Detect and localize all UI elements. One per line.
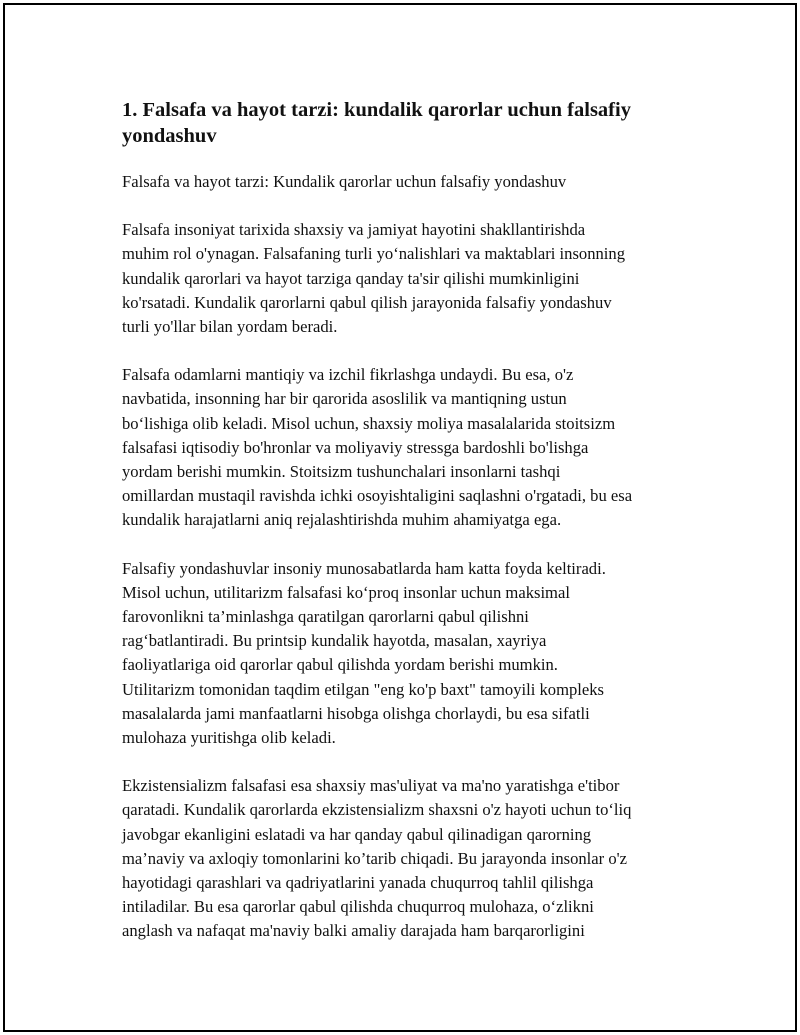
text-line: intiladilar. Bu esa qarorlar qabul qilishda chuqurroq mulohaza, o‘zlikni — [122, 897, 594, 917]
text-line: Falsafiy yondashuvlar insoniy munosabatlarda ham katta foyda keltiradi. — [122, 558, 606, 578]
text-line: yordam berishi mumkin. Stoitsizm tushunchalari insonlarni tashqi — [122, 462, 561, 482]
text-line: Ekzistensializm falsafasi esa shaxsiy mas'uliyat va ma'no yaratishga e'tibor — [122, 776, 620, 796]
paragraph-2 — [122, 363, 692, 532]
text-line: kundalik harajatlarni aniq rejalashtirishda muhim ahamiyatga ega. — [122, 510, 562, 530]
text-line: anglash va nafaqat ma'naviy balki amaliy darajada ham barqarorligini — [122, 921, 585, 941]
document-body — [122, 97, 692, 968]
paragraph-1 — [122, 218, 692, 339]
text-line: Falsafa odamlarni mantiqiy va izchil fikrlashga undaydi. Bu esa, o'z — [122, 365, 574, 385]
text-line: rag‘batlantiradi. Bu printsip kundalik hayotda, masalan, xayriya — [122, 631, 547, 651]
text-line: javobgar ekanligini eslatadi va har qanday qabul qilinadigan qarorning — [122, 824, 592, 844]
text-line: hayotidagi qarashlari va qadriyatlarini yanada chuqurroq tahlil qilishga — [122, 873, 594, 893]
text-line: Misol uchun, utilitarizm falsafasi ko‘proq insonlar uchun maksimal — [122, 582, 570, 602]
text-line: ko'rsatadi. Kundalik qarorlarni qabul qilish jarayonida falsafiy yondashuv — [122, 292, 612, 312]
title-line: 1. Falsafa va hayot tarzi: kundalik qarorlar uchun falsafiy — [122, 99, 631, 121]
text-line: muhim rol o'ynagan. Falsafaning turli yo‘nalishlari va maktablari insonning — [122, 244, 626, 264]
text-line: kundalik qarorlari va hayot tarziga qanday ta'sir qilishi mumkinligini — [122, 268, 580, 288]
title-line: yondashuv — [122, 125, 217, 147]
paragraph-3 — [122, 557, 692, 751]
text-line: Utilitarizm tomonidan taqdim etilgan "eng ko'p baxt" tamoyili kompleks — [122, 679, 605, 699]
text-line: falsafasi iqtisodiy bo'hronlar va moliyaviy stressga bardoshli bo'lishga — [122, 437, 589, 457]
text-line: masalalarda jami manfaatlarni hisobga olishga chorlaydi, bu esa sifatli — [122, 703, 590, 723]
paragraph-4 — [122, 774, 692, 943]
subtitle — [122, 170, 692, 194]
text-line: qaratadi. Kundalik qarorlarda ekzistensializm shaxsni o'z hayoti uchun to‘liq — [122, 800, 632, 820]
text-line: omillardan mustaqil ravishda ichki osoyishtaligini saqlashni o'rgatadi, bu esa — [122, 486, 633, 506]
page-title — [122, 97, 692, 149]
text-line: navbatida, insonning har bir qarorida asoslilik va mantiqning ustun — [122, 389, 567, 409]
text-line: turli yo'llar bilan yordam beradi. — [122, 317, 338, 337]
subtitle-text: Falsafa va hayot tarzi: Kundalik qarorlar uchun falsafiy yondashuv — [122, 172, 567, 191]
text-line: farovonlikni ta’minlashga qaratilgan qarorlarni qabul qilishni — [122, 607, 529, 627]
text-line: faoliyatlariga oid qarorlar qabul qilishda yordam berishi mumkin. — [122, 655, 558, 675]
text-line: mulohaza yuritishga olib keladi. — [122, 728, 336, 748]
text-line: Falsafa insoniyat tarixida shaxsiy va jamiyat hayotini shakllantirishda — [122, 220, 586, 240]
page-frame — [3, 3, 797, 1032]
text-line: ma’naviy va axloqiy tomonlarini ko’tarib chiqadi. Bu jarayonda insonlar o'z — [122, 848, 627, 868]
text-line: bo‘lishiga olib keladi. Misol uchun, shaxsiy moliya masalalarida stoitsizm — [122, 413, 616, 433]
